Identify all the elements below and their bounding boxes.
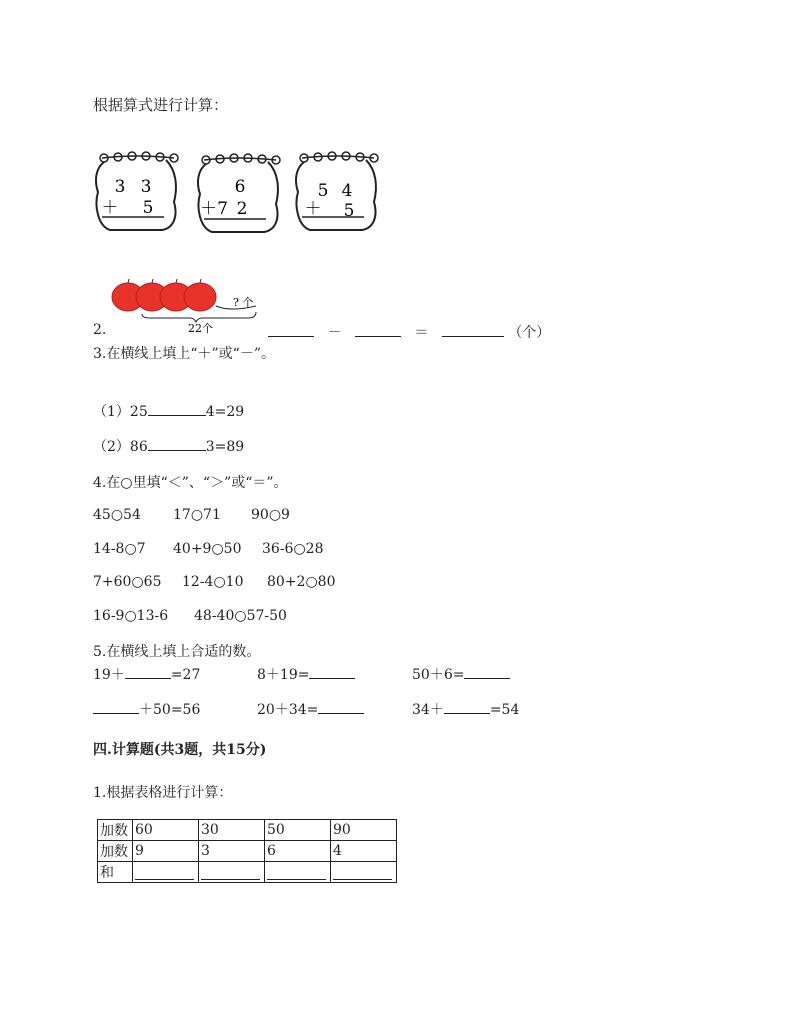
answer-blank[interactable] <box>464 666 510 679</box>
total-brace <box>142 312 256 322</box>
compare-item: 36-6○28 <box>262 541 324 557</box>
answer-blank[interactable] <box>267 865 326 880</box>
table-row <box>98 862 397 883</box>
table-cell: 90 <box>331 820 397 841</box>
answer-blank[interactable] <box>318 701 364 714</box>
answer-blank[interactable] <box>93 701 139 714</box>
bag-2-digit: 2 <box>236 199 248 219</box>
answer-blank[interactable] <box>355 324 401 337</box>
compare-item: 90○9 <box>251 507 290 523</box>
bag-2-digit: 6 <box>234 177 246 197</box>
section-4-heading: 四.计算题(共3题，共15分) <box>93 742 267 758</box>
sum-cell[interactable] <box>331 862 397 883</box>
question-5-title: 5.在横线上填上合适的数。 <box>93 644 261 660</box>
answer-blank[interactable] <box>444 701 490 714</box>
fill-item: 50＋6= <box>412 664 510 684</box>
bag-3-digit: 4 <box>341 181 353 201</box>
answer-blank[interactable] <box>125 666 171 679</box>
table-row <box>98 841 397 862</box>
sum-cell[interactable] <box>133 862 199 883</box>
answer-blank[interactable] <box>148 403 206 416</box>
bag-3-digit: 5 <box>343 201 355 221</box>
item-suffix: 3=89 <box>205 439 245 455</box>
answer-blank[interactable] <box>333 865 392 880</box>
apple-icon <box>184 279 216 311</box>
bag-1 <box>96 152 178 230</box>
addition-table <box>97 819 397 883</box>
question-4-title: 4.在○里填“＜”、“＞”或“＝”。 <box>93 475 288 491</box>
answer-blank[interactable] <box>201 865 260 880</box>
apples-diagram <box>106 276 266 336</box>
table-cell: 3 <box>199 841 265 862</box>
answer-blank[interactable] <box>442 324 504 337</box>
answer-blank[interactable] <box>148 438 206 451</box>
answer-blank[interactable] <box>309 666 355 679</box>
table-cell: 9 <box>133 841 199 862</box>
table-row <box>98 820 397 841</box>
sum-cell[interactable] <box>199 862 265 883</box>
question-2-number: 2. <box>93 322 107 338</box>
table-cell: 50 <box>265 820 331 841</box>
compare-item: 16-9○13-6 <box>93 608 169 624</box>
bag-1-digit: 3 <box>140 177 152 197</box>
question-3-item <box>93 401 244 421</box>
compare-item: 14-8○7 <box>93 541 146 557</box>
unit-label: （个） <box>508 325 551 341</box>
answer-blank[interactable] <box>268 324 314 337</box>
fill-item: 8＋19= <box>257 664 355 684</box>
bag-1-digit: 3 <box>114 177 126 197</box>
table-cell: 60 <box>133 820 199 841</box>
bag-3-operator: ＋ <box>304 199 322 219</box>
bag-1-digit: 5 <box>142 198 154 218</box>
row-label: 和 <box>98 862 133 883</box>
equals-sign: ＝ <box>414 325 429 341</box>
sum-cell[interactable] <box>265 862 331 883</box>
minus-sign: － <box>327 325 342 341</box>
question-3-title: 3.在横线上填上“＋”或“－”。 <box>93 346 275 362</box>
bag-3-digit: 5 <box>317 181 329 201</box>
fill-item: 34＋ =54 <box>412 702 520 718</box>
bag-2 <box>198 154 280 232</box>
row-label: 加数 <box>98 841 133 862</box>
compare-item: 7+60○65 <box>93 574 162 590</box>
fill-item: ＋50=56 <box>93 699 200 719</box>
item-suffix: 4=29 <box>205 404 245 420</box>
compare-item: 80+2○80 <box>267 574 336 590</box>
bag-3 <box>296 152 378 230</box>
instruction-heading: 根据算式进行计算： <box>93 96 229 114</box>
total-label: 22个 <box>188 322 213 335</box>
table-cell: 30 <box>199 820 265 841</box>
question-2-equation <box>268 322 550 342</box>
compare-item: 45○54 <box>93 507 141 523</box>
bag-problems <box>90 146 390 236</box>
bag-1-operator: ＋ <box>101 198 119 218</box>
item-prefix: （1）25 <box>93 404 148 420</box>
table-cell: 4 <box>331 841 397 862</box>
row-label: 加数 <box>98 820 133 841</box>
section-4-question-1: 1.根据表格进行计算： <box>93 785 233 801</box>
fill-item: 19＋ =27 <box>93 667 201 683</box>
compare-item: 17○71 <box>173 507 221 523</box>
item-prefix: （2）86 <box>93 439 148 455</box>
fill-item: 20＋34= <box>257 699 364 719</box>
compare-item: 12-4○10 <box>182 574 244 590</box>
bag-2-operator: ＋7 <box>200 199 228 219</box>
table-cell: 6 <box>265 841 331 862</box>
compare-item: 40+9○50 <box>173 541 242 557</box>
question-3-item <box>93 436 244 456</box>
compare-item: 48-40○57-50 <box>194 608 287 624</box>
answer-blank[interactable] <box>135 865 194 880</box>
unknown-label: ? 个 <box>233 296 254 309</box>
